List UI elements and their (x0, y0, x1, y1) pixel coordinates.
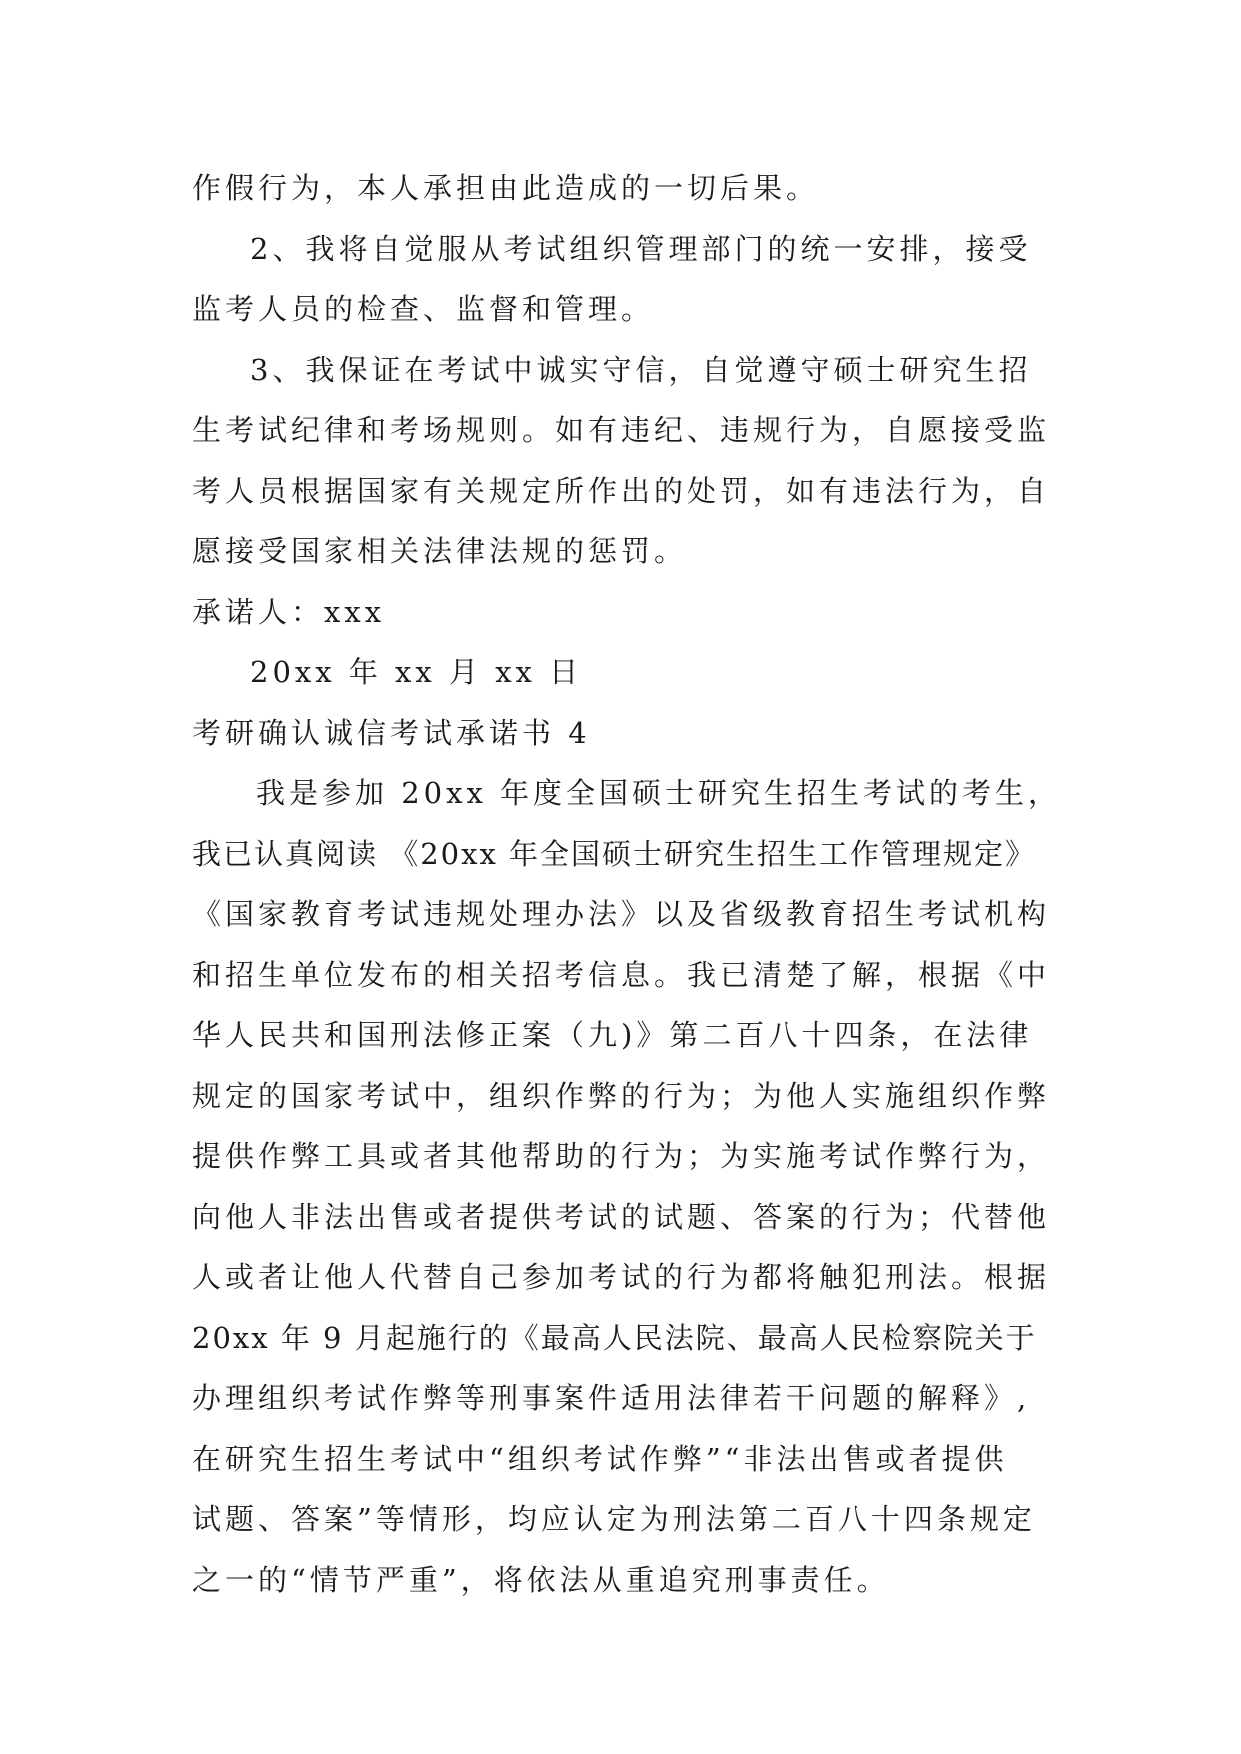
text-line: 规定的国家考试中，组织作弊的行为；为他人实施组织作弊 (192, 1078, 1051, 1113)
text-line: 提供作弊工具或者其他帮助的行为；为实施考试作弊行为， (192, 1139, 1051, 1173)
text-line: 在研究生招生考试中“组织考试作弊”“非法出售或者提供 (192, 1441, 1008, 1476)
text-line: 作假行为，本人承担由此造成的一切后果。 (192, 171, 820, 205)
text-line: 我已认真阅读 《20xx 年全国硕士研究生招生工作管理规定》 (192, 836, 1037, 871)
document-body (192, 158, 1072, 1610)
text-line: 向他人非法出售或者提供考试的试题、答案的行为；代替他 (192, 1199, 1051, 1234)
signatory-line: 承诺人：xxx (192, 594, 386, 629)
text-line: 和招生单位发布的相关招考信息。我已清楚了解，根据《中 (192, 957, 1051, 992)
text-line: 3、我保证在考试中诚实守信，自觉遵守硕士研究生招 (250, 352, 1032, 387)
text-line: 试题、答案”等情形，均应认定为刑法第二百八十四条规定 (192, 1502, 1036, 1536)
text-line: 20xx 年 9 月起施行的《最高人民法院、最高人民检察院关于 (192, 1320, 1037, 1355)
text-line: 愿接受国家相关法律法规的惩罚。 (192, 534, 688, 568)
text-line: 我是参加 20xx 年度全国硕士研究生招生考试的考生， (256, 776, 1062, 810)
text-line: 华人民共和国刑法修正案（九)》第二百八十四条，在法律 (192, 1018, 1033, 1052)
text-line: 生考试纪律和考场规则。如有违纪、违规行为，自愿接受监 (192, 413, 1051, 447)
text-line: 考人员根据国家有关规定所作出的处罚，如有违法行为，自 (192, 473, 1051, 508)
section-title: 考研确认诚信考试承诺书 4 (192, 715, 591, 750)
text-line: 办理组织考试作弊等刑事案件适用法律若干问题的解释》, (192, 1381, 1031, 1415)
text-line: 监考人员的检查、监督和管理。 (192, 292, 655, 326)
text-line: 人或者让他人代替自己参加考试的行为都将触犯刑法。根据 (192, 1260, 1051, 1294)
text-line: 之一的“情节严重”，将依法从重追究刑事责任。 (192, 1562, 890, 1597)
text-line: 《国家教育考试违规处理办法》以及省级教育招生考试机构 (192, 897, 1051, 931)
text-line: 2、我将自觉服从考试组织管理部门的统一安排，接受 (250, 231, 1032, 266)
date-line: 20xx 年 xx 月 xx 日 (250, 655, 583, 689)
